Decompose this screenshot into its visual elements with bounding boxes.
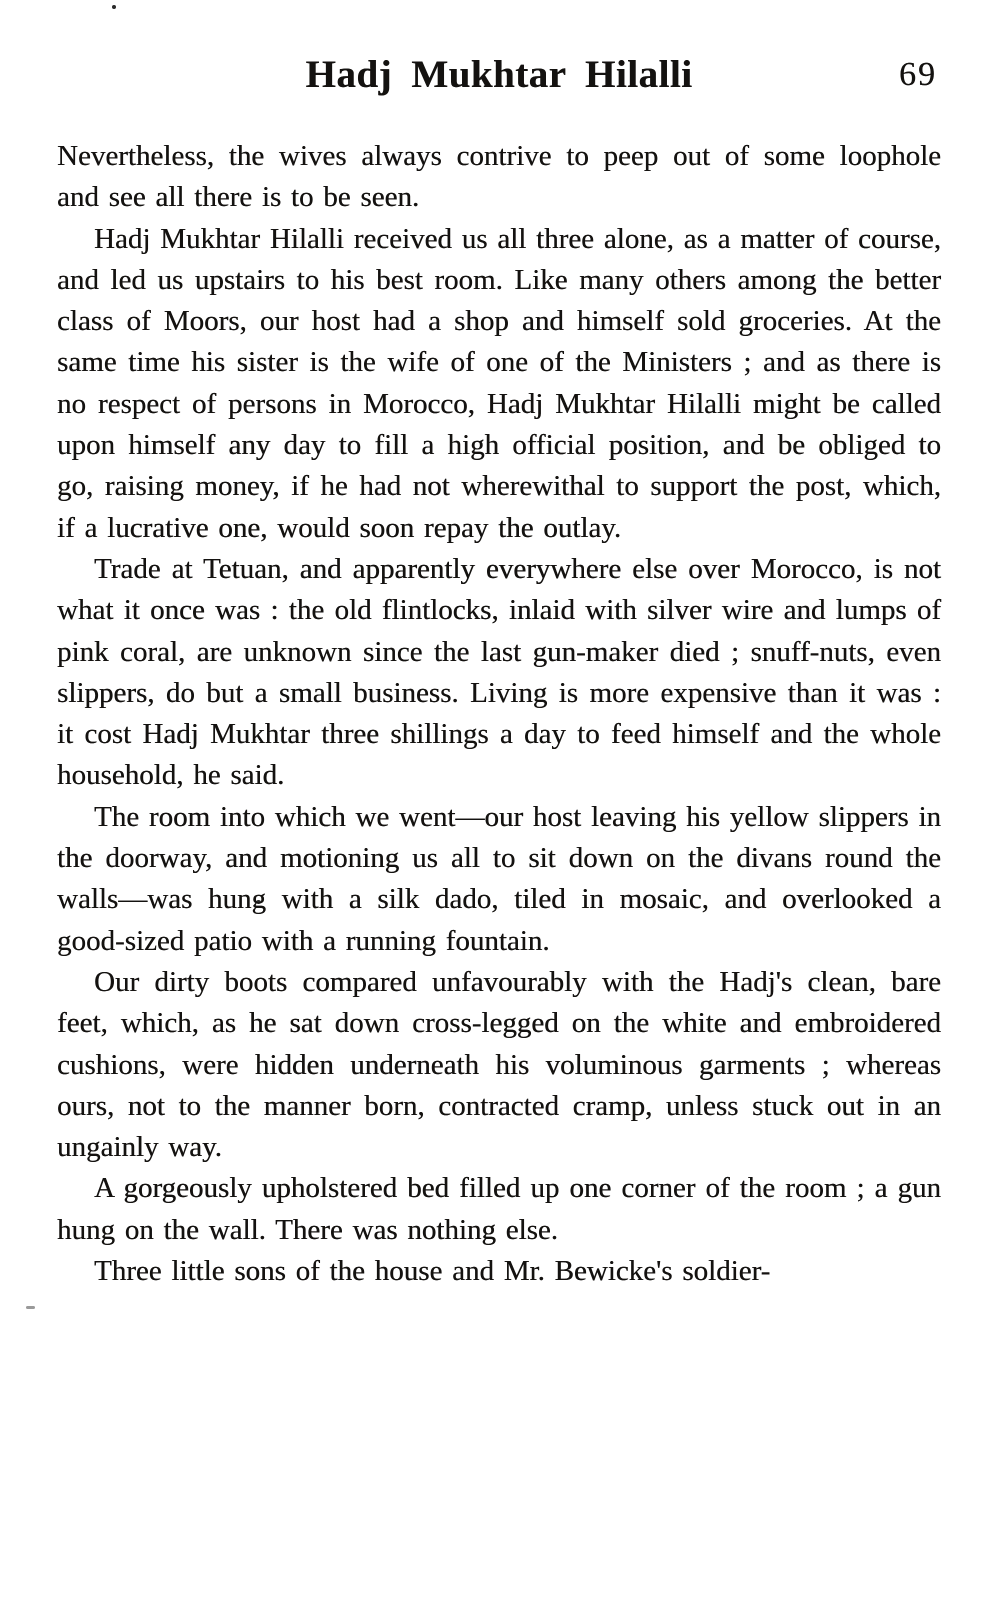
body-paragraph: The room into which we went—our host leaving his yellow slippers in the doorway, and motioning us all to sit down on the divans round the walls—was hung with a silk dado, tiled in mosaic, and overlooked a good-sized patio with a running fountain.	[57, 800, 941, 957]
scan-artifact-smudge	[26, 1306, 35, 1309]
page-body-text	[57, 136, 941, 1292]
body-paragraph: Three little sons of the house and Mr. Bewicke's soldier-	[94, 1255, 771, 1288]
body-paragraph: Hadj Mukhtar Hilalli received us all three alone, as a matter of course, and led us upstairs to his best room. Like many others among the better class of Moors, our host had a shop and himself sold groceries. At the same time his sister is the wife of one of the Ministers ; and as there is no respect of persons in Morocco, Hadj Mukhtar Hilalli might be called upon himself any day to fill a high official position, and be obliged to go, raising money, if he had not wherewithal to support the post, which, if a lucrative one, would soon repay the outlay.	[57, 222, 941, 544]
body-paragraph: Our dirty boots compared unfavourably with the Hadj's clean, bare feet, which, as he sat down cross-legged on the white and embroidered cushions, were hidden underneath his voluminous garments ; whereas ours, not to the manner born, contracted cramp, unless stuck out in an ungainly way.	[57, 965, 941, 1164]
page-header	[57, 52, 941, 104]
running-header-title: Hadj Mukhtar Hilalli	[305, 53, 693, 96]
scan-artifact-dot	[112, 5, 116, 9]
body-paragraph: Trade at Tetuan, and apparently everywhere else over Morocco, is not what it once was : the old flintlocks, inlaid with silver wire and lumps of pink coral, are unknown since the last gun-maker died ; snuff-nuts, even slippers, do but a small business. Living is more expensive than it was : it cost Hadj Mukhtar three shillings a day to feed himself and the whole household, he said.	[57, 552, 941, 792]
page-number: 69	[899, 56, 937, 93]
body-paragraph: Nevertheless, the wives always contrive to peep out of some loophole and see all there is to be seen.	[57, 140, 941, 214]
body-paragraph: A gorgeously upholstered bed filled up one corner of the room ; a gun hung on the wall. There was nothing else.	[57, 1172, 941, 1246]
